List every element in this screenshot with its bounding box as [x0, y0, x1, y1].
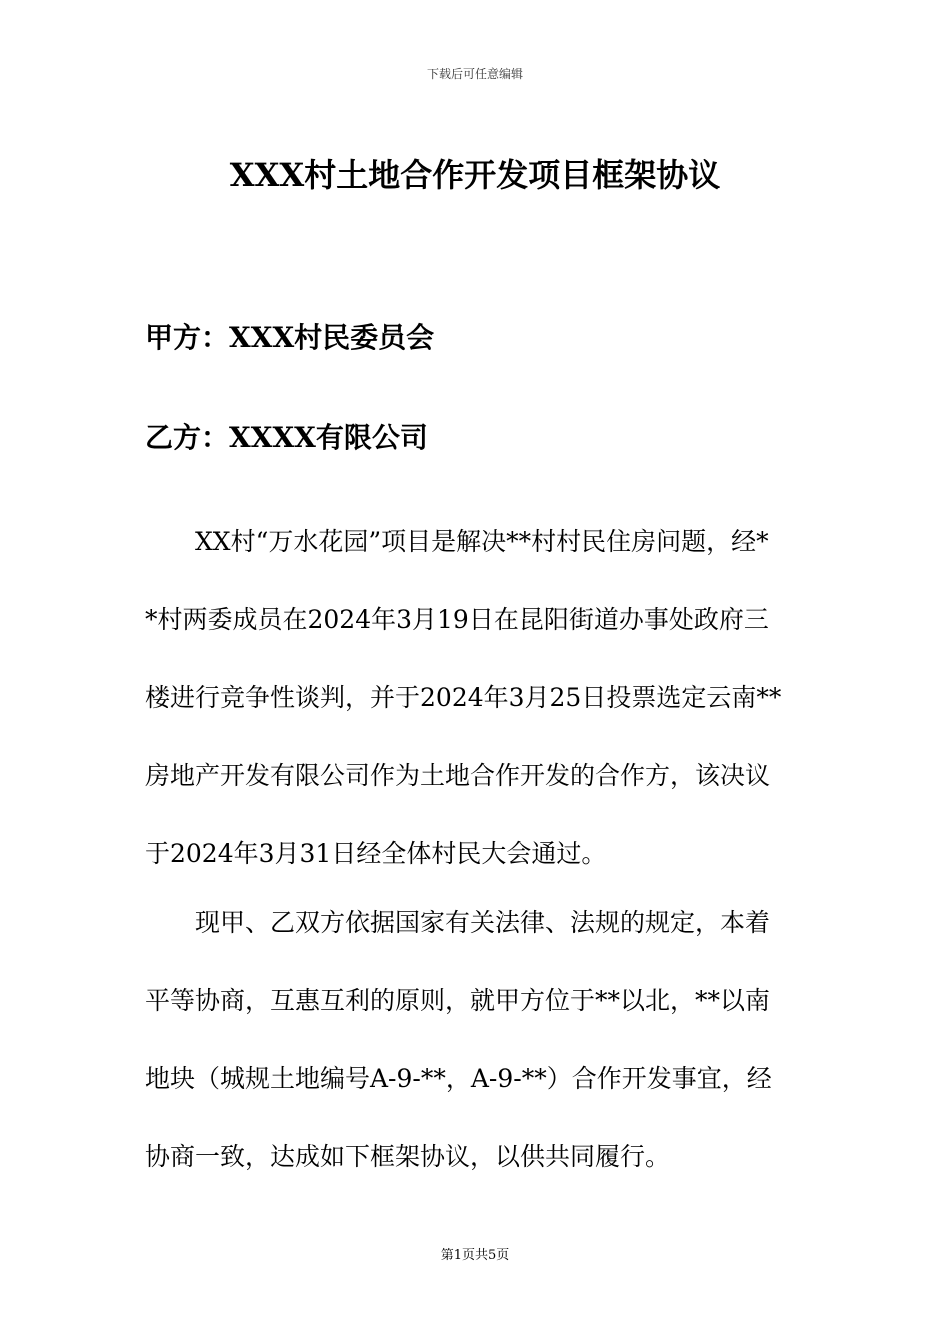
- header-note: 下载后可任意编辑: [426, 67, 523, 81]
- paragraph-line: *村两委成员在2024年3月19日在昆阳街道办事处政府三: [145, 605, 769, 634]
- paragraph-line: XX村“万水花园”项目是解决**村村民住房问题，经*: [195, 527, 769, 556]
- party-b: 乙方：XXXX有限公司: [145, 421, 428, 454]
- paragraph-line: 楼进行竞争性谈判，并于2024年3月25日投票选定云南**: [145, 683, 782, 712]
- paragraph-background: [145, 503, 815, 893]
- page-number: 第1页共5页: [440, 1248, 510, 1263]
- paragraph-line: 现甲、乙双方依据国家有关法律、法规的规定，本着: [195, 908, 771, 937]
- party-a: 甲方：XXX村民委员会: [145, 321, 435, 354]
- paragraph-agreement-basis: [145, 884, 815, 1196]
- paragraph-line: 房地产开发有限公司作为土地合作开发的合作方，该决议: [145, 761, 771, 790]
- paragraph-line: 地块（城规土地编号A-9-**，A-9-**）合作开发事宜，经: [145, 1064, 772, 1093]
- paragraph-line: 于2024年3月31日经全体村民大会通过。: [145, 839, 607, 868]
- document-title: XXX村土地合作开发项目框架协议: [229, 156, 721, 194]
- paragraph-line: 平等协商，互惠互利的原则，就甲方位于**以北，**以南: [145, 986, 771, 1015]
- paragraph-line: 协商一致，达成如下框架协议，以供共同履行。: [145, 1142, 671, 1171]
